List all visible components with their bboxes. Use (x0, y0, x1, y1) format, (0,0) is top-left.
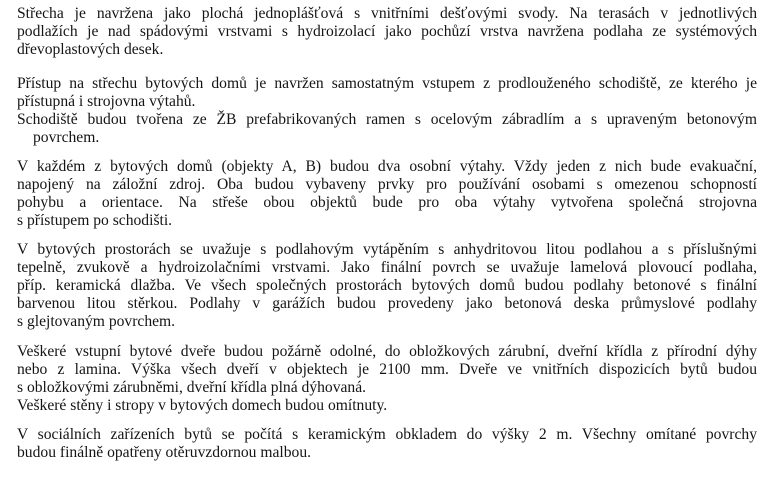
text-line: Střecha je navržena jako plochá jednoplášťová s vnitřními dešťovými svody. Na terasách v jednotlivých (17, 5, 757, 22)
text-line: s přístupem po schodišti. (17, 212, 173, 229)
text-line: V sociálních zařízeních bytů se počítá s keramickým obkladem do výšky 2 m. Všechny omítané povrchy (17, 426, 757, 443)
text-line: příp. keramická dlažba. Ve všech společných prostorách bytových domů budou podlahy betonové s finální (17, 277, 757, 294)
text-line: podlažích je nad spádovými vrstvami s hydroizolací jako pochůzí vrstva navržena podlaha ze systémových (17, 23, 757, 40)
text-line: nebo z lamina. Výška všech dveří v objektech je 2100 mm. Dveře ve vnitřních dispozicích bytů budou (17, 361, 757, 378)
text-line: V každém z bytových domů (objekty A, B) budou dva osobní výtahy. Vždy jeden z nich bude evakuační, (17, 158, 757, 175)
text-line: Přístup na střechu bytových domů je navržen samostatným vstupem z prodlouženého schodiště, ze kterého je (17, 75, 757, 92)
text-line: Schodiště budou tvořena ze ŽB prefabrikovaných ramen s ocelovým zábradlím a s upraveným betonovým (17, 111, 757, 128)
text-line: barvenou litou stěrkou. Podlahy v garážích budou provedeny jako betonová deska průmyslové podlahy (17, 295, 757, 312)
text-line: Veškeré vstupní bytové dveře budou požárně odolné, do obložkových zárubní, dveřní křídla z přírodní dýhy (17, 343, 757, 360)
text-line: napojený na záložní zdroj. Oba budou vybaveny prvky pro používání osobami s omezenou schopností (17, 176, 757, 193)
text-line: povrchem. (33, 129, 100, 146)
text-line: budou finálně opatřeny otěruvzdornou malbou. (17, 444, 312, 461)
text-line: s glejtovaným povrchem. (17, 313, 176, 330)
text-line: dřevoplastových desek. (17, 41, 164, 58)
text-line: přístupná i strojovna výtahů. (17, 93, 196, 110)
text-line: Veškeré stěny i stropy v bytových domech budou omítnuty. (17, 397, 388, 414)
text-line: tepelně, zvukově a hydroizolačními vrstvami. Jako finální povrch se uvažuje lamelová plovoucí podlaha, (17, 259, 757, 276)
text-line: pohybu a orientace. Na střeše obou objektů bude pro oba výtahy vytvořena společná strojovna (17, 194, 757, 211)
text-line: s obložkovými zárubněmi, dveřní křídla plná dýhovaná. (17, 379, 367, 396)
text-line: V bytových prostorách se uvažuje s podlahovým vytápěním s anhydritovou litou podlahou a s příslušnými (17, 241, 757, 258)
